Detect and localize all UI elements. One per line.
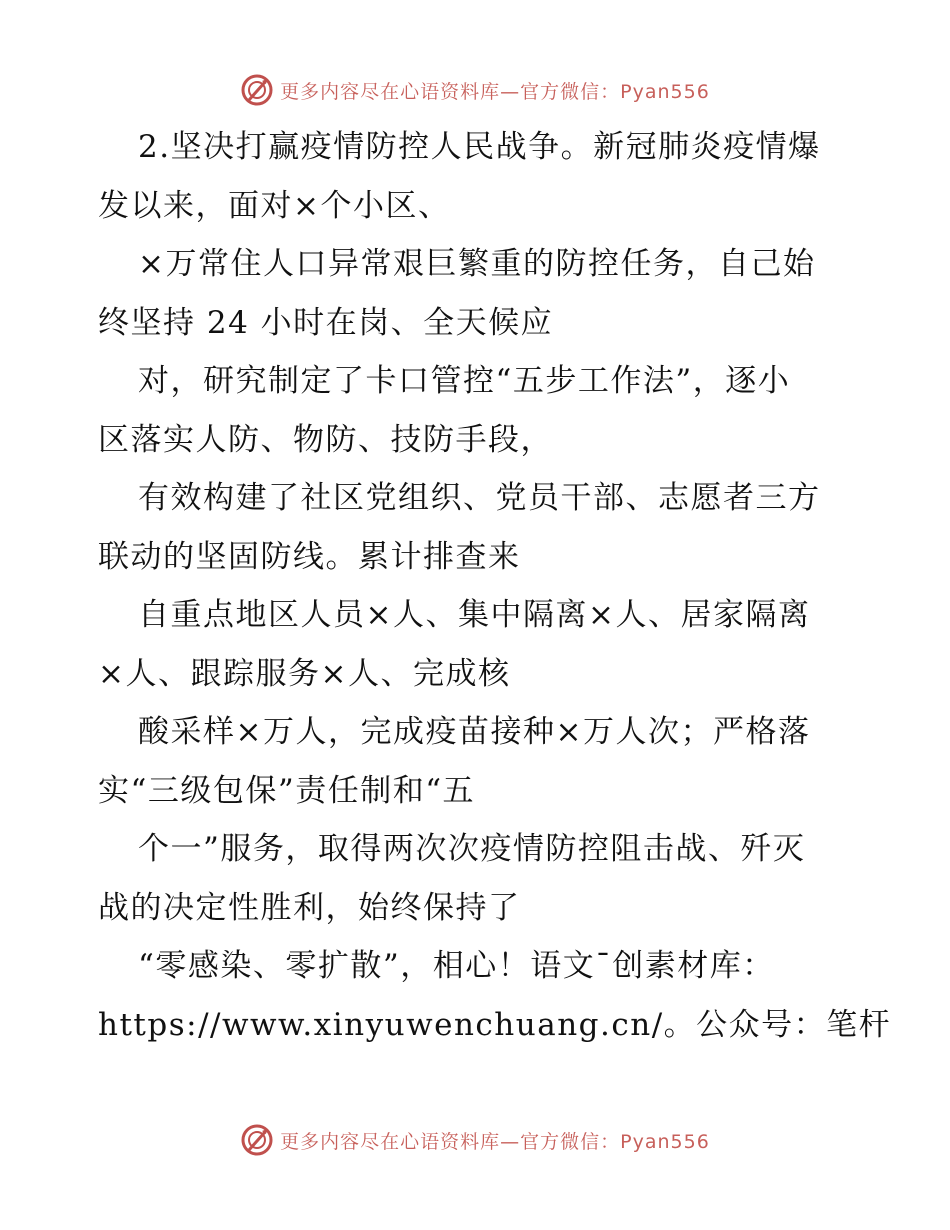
- body-line: 有效构建了社区党组织、党员干部、志愿者三方: [138, 480, 821, 516]
- body-line: https://www.xinyuwenchuang.cn/。公众号：笔杆: [98, 1006, 892, 1043]
- footer-watermark: [0, 1120, 950, 1160]
- body-line: 联动的坚固防线。累计排查来: [98, 538, 521, 575]
- seal-logo-icon: [240, 1123, 274, 1157]
- body-line: “零感染、零扩散”，相心！语文¯创素材库：: [138, 948, 775, 984]
- body-line: 实“三级包保”责任制和“五: [98, 772, 476, 809]
- body-line: 个一”服务，取得两次次疫情防控阻击战、歼灭: [138, 831, 806, 867]
- body-line: 对，研究制定了卡口管控“五步工作法”，逐小: [138, 363, 791, 399]
- header-watermark: [0, 70, 950, 110]
- body-line: 战的决定性胜利，始终保持了: [98, 889, 521, 926]
- seal-logo-icon: [240, 73, 274, 107]
- watermark-text: 更多内容尽在心语资料库—官方微信：Pyan556: [280, 80, 710, 103]
- body-line: 自重点地区人员×人、集中隔离×人、居家隔离: [138, 597, 811, 633]
- body-line: 区落实人防、物防、技防手段，: [98, 421, 553, 458]
- body-line: ×人、跟踪服务×人、完成核: [98, 655, 511, 692]
- body-line: 终坚持 24 小时在岗、全天候应: [98, 304, 554, 341]
- body-line: ×万常住人口异常艰巨繁重的防控任务，自己始: [138, 246, 816, 282]
- body-line: 2.坚决打赢疫情防控人民战争。新冠肺炎疫情爆: [138, 129, 821, 165]
- body-line: 发以来，面对×个小区、: [98, 187, 451, 224]
- body-line: 酸采样×万人，完成疫苗接种×万人次；严格落: [138, 714, 811, 750]
- document-body: [98, 118, 892, 1054]
- watermark-text: 更多内容尽在心语资料库—官方微信：Pyan556: [280, 1130, 710, 1153]
